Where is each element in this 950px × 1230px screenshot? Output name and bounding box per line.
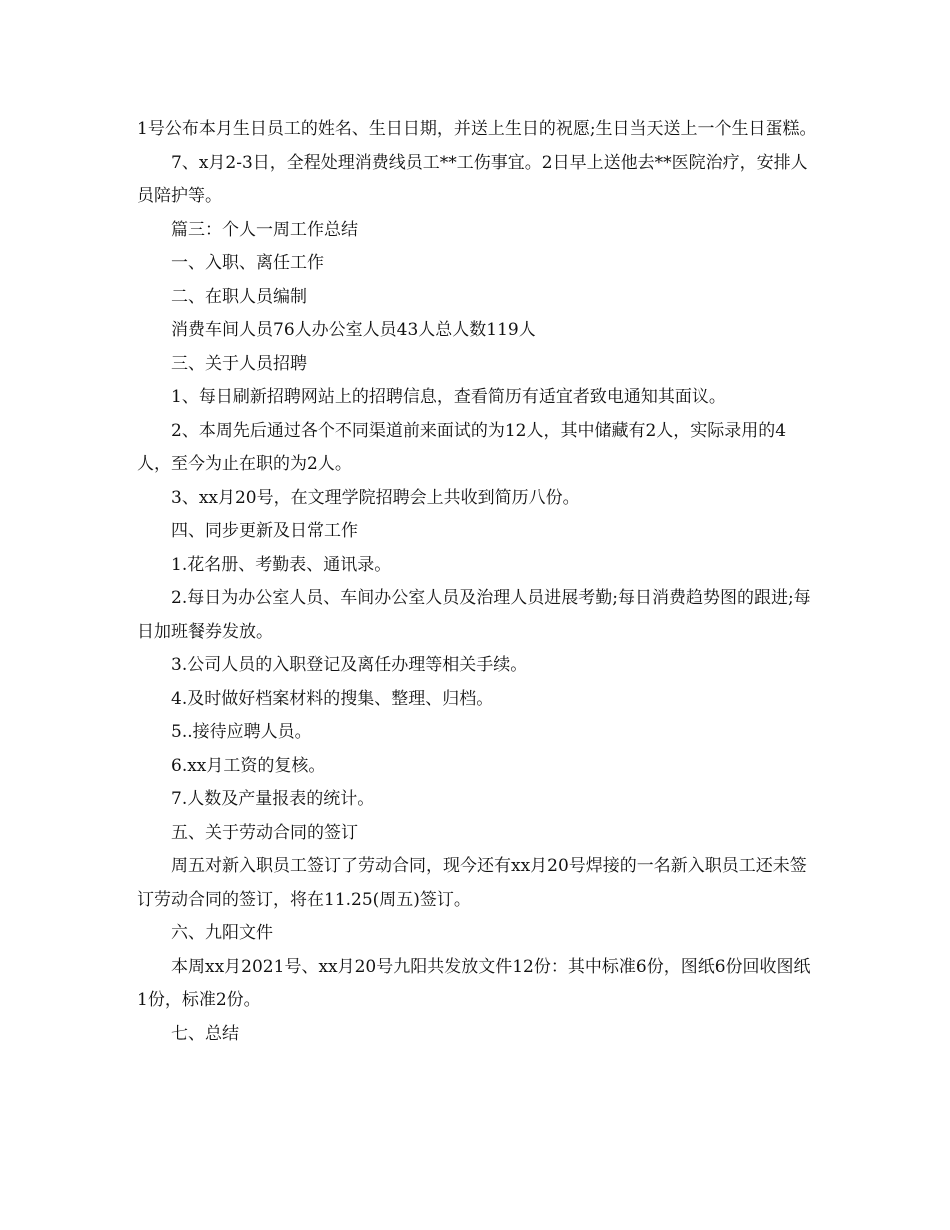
document-body	[137, 113, 817, 1051]
list-item-daily-4: 4.及时做好档案材料的搜集、整理、归档。	[171, 688, 494, 709]
paragraph-joyoung-documents: 本周xx月2021号、xx月20号九阳共发放文件12份：其中标准6份，图纸6份回收图纸1份，标准2份。	[137, 956, 811, 1010]
paragraph-recruitment-2: 2、本周先后通过各个不同渠道前来面试的为12人，其中储藏有2人，实际录用的4人，至今为止在职的为2人。	[137, 420, 787, 474]
paragraph-recruitment-3: 3、xx月20号，在文理学院招聘会上共收到简历八份。	[171, 487, 580, 508]
heading-summary: 七、总结	[171, 1023, 239, 1044]
list-item-daily-5: 5..接待应聘人员。	[171, 722, 312, 742]
paragraph-headcount-figures: 消费车间人员76人办公室人员43人总人数119人	[171, 320, 536, 340]
list-item-daily-6: 6.xx月工资的复核。	[171, 755, 326, 776]
heading-joyoung-documents: 六、九阳文件	[171, 923, 273, 943]
heading-labor-contract: 五、关于劳动合同的签订	[171, 822, 358, 843]
list-item-daily-1: 1.花名册、考勤表、通讯录。	[171, 554, 392, 575]
heading-onboarding-offboarding: 一、入职、离任工作	[171, 253, 324, 273]
paragraph-work-injury: 7、x月2-3日，全程处理消费线员工**工伤事宜。2日早上送他去**医院治疗，安排人员陪护等。	[137, 152, 808, 206]
paragraph-recruitment-1: 1、每日刷新招聘网站上的招聘信息，查看简历有适宜者致电通知其面议。	[171, 387, 726, 407]
paragraph-birthday-notice: 1号公布本月生日员工的姓名、生日日期，并送上生日的祝愿;生日当天送上一个生日蛋糕。	[137, 119, 817, 139]
heading-daily-work: 四、同步更新及日常工作	[171, 521, 358, 541]
list-item-daily-7: 7.人数及产量报表的统计。	[171, 789, 375, 809]
list-item-daily-3: 3.公司人员的入职登记及离任办理等相关手续。	[171, 655, 528, 675]
heading-staff-headcount: 二、在职人员编制	[171, 286, 307, 307]
paragraph-labor-contract: 周五对新入职员工签订了劳动合同，现今还有xx月20号焊接的一名新入职员工还未签订劳动合同的签订，将在11.25(周五)签订。	[137, 856, 807, 910]
list-item-daily-2: 2.每日为办公室人员、车间办公室人员及治理人员进展考勤;每日消费趋势图的跟进;每日加班餐券发放。	[137, 588, 811, 642]
heading-recruitment: 三、关于人员招聘	[171, 353, 307, 374]
section-title-weekly-summary: 篇三：个人一周工作总结	[171, 219, 358, 240]
